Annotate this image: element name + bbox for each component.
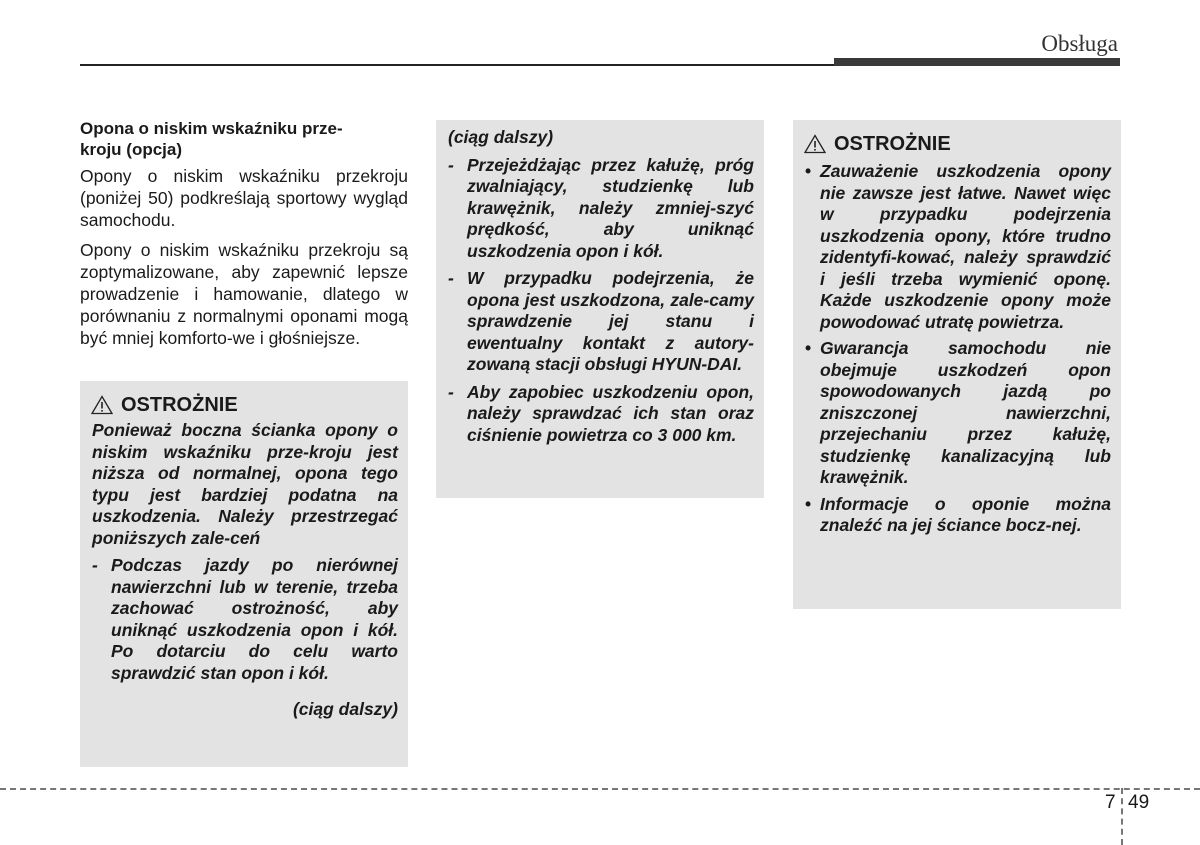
caution-header-3 <box>805 132 1111 156</box>
continued-label: (ciąg dalszy) <box>448 127 554 147</box>
caution-2-item-1: - Przejeżdżając przez kałużę, próg zwalniający, studzienkę lub krawężnik, należy zmniej-szyć prędkość, aby uniknąć uszkodzenia opon i kół. <box>448 154 754 261</box>
caution-1-item-text: Podczas jazdy po nierównej nawierzchni lub w terenie, trzeba zachować ostrożność, aby uniknąć uszkodzenia opon i kół. Po dotarciu do celu warto sprawdzić stan opon i kół. <box>111 555 398 683</box>
warning-triangle-icon <box>91 395 113 415</box>
column-1 <box>80 118 408 349</box>
caution-header-1 <box>92 393 398 417</box>
caution-3-item-1: • Zauważenie uszkodzenia opony nie zawsze jest łatwe. Nawet więc w przypadku podejrzenia uszkodzenia opony, które trudno zidentyfi-kować, należy sprawdzić i jeśli trzeba wymienić oponę. Każde uszkodzenie opony może powodować utratę powietrza. <box>805 161 1111 332</box>
header-rule <box>80 64 840 66</box>
paragraph-2: Opony o niskim wskaźniku przekroju są zoptymalizowane, aby zapewnić lepsze prowadzenie i hamowanie, dlatego w porównaniu z normalnymi oponami mogą być mniej komforto-we i głośniejsze. <box>80 240 408 348</box>
caution-box-3 <box>793 120 1121 609</box>
paragraph-1: Opony o niskim wskaźniku przekroju (poniżej 50) podkreślają sportowy wygląd samochodu. <box>80 166 408 230</box>
header-rule-accent <box>834 58 1120 66</box>
chapter-number: 7 <box>1105 792 1116 813</box>
caution-1-intro: Ponieważ boczna ścianka opony o niskim wskaźniku prze-kroju jest niższa od normalnej, opona tego typu jest bardziej podatna na uszkodzenia. Należy przestrzegać poniższych zale-ceń <box>92 420 398 548</box>
caution-3-item-text: Zauważenie uszkodzenia opony nie zawsze jest łatwe. Nawet więc w przypadku podejrzenia uszkodzenia opony, które trudno zidentyfi-kować, należy sprawdzić i jeśli trzeba wymienić oponę. Każde uszkodzenie opony może powodować utratę powietrza. <box>820 161 1111 332</box>
subsection-heading-line-1: Opona o niskim wskaźniku prze- <box>80 119 343 138</box>
caution-3-item-text: Informacje o oponie można znaleźć na jej ściance bocz-nej. <box>820 493 1111 535</box>
continued-label: (ciąg dalszy) <box>292 699 398 719</box>
page-number: 49 <box>1128 792 1150 813</box>
caution-3-item-2: • Gwarancja samochodu nie obejmuje uszkodzeń opon spowodowanych jazdą po zniszczonej nawierzchni, przejechaniu przez kałużę, studzienkę kanalizacyjną lub krawężnik. <box>805 338 1111 487</box>
caution-2-item-text: W przypadku podejrzenia, że opona jest uszkodzona, zale-camy sprawdzenie jej stanu i ewentualny kontakt z autory-zowaną stacji obsługi HYUN-DAI. <box>467 268 754 374</box>
caution-3-item-3: • Informacje o oponie można znaleźć na jej ściance bocz-nej. <box>805 493 1111 535</box>
caution-2-item-text: Przejeżdżając przez kałużę, próg zwalniający, studzienkę lub krawężnik, należy zmniej-szyć prędkość, aby uniknąć uszkodzenia opon i kół. <box>467 154 754 261</box>
caution-title-3: OSTROŻNIE <box>834 133 951 155</box>
footer-page-divider <box>1121 788 1123 845</box>
subsection-heading <box>80 118 408 160</box>
caution-2-item-text: Aby zapobiec uszkodzeniu opon, należy sprawdzać ich stan oraz ciśnienie powietrza co 3 000 km. <box>467 381 754 445</box>
caution-2-item-2: - W przypadku podejrzenia, że opona jest uszkodzona, zale-camy sprawdzenie jej stanu i ewentualny kontakt z autory-zowaną stacji obsługi HYUN-DAI. <box>448 268 754 374</box>
caution-1-item: - Podczas jazdy po nierównej nawierzchni lub w terenie, trzeba zachować ostrożność, aby uniknąć uszkodzenia opon i kół. Po dotarciu do celu warto sprawdzić stan opon i kół. <box>92 555 398 683</box>
caution-box-1 <box>80 381 408 767</box>
warning-triangle-icon <box>804 134 826 154</box>
footer-divider <box>0 788 1200 790</box>
caution-2-item-3: - Aby zapobiec uszkodzeniu opon, należy sprawdzać ich stan oraz ciśnienie powietrza co 3 000 km. <box>448 381 754 445</box>
caution-3-item-text: Gwarancja samochodu nie obejmuje uszkodzeń opon spowodowanych jazdą po zniszczonej nawierzchni, przejechaniu przez kałużę, studzienkę kanalizacyjną lub krawężnik. <box>820 338 1111 487</box>
caution-box-2 <box>436 120 764 498</box>
caution-title-1: OSTROŻNIE <box>121 394 238 416</box>
section-title: Obsługa <box>1041 31 1118 56</box>
subsection-heading-line-2: kroju (opcja) <box>80 140 183 159</box>
